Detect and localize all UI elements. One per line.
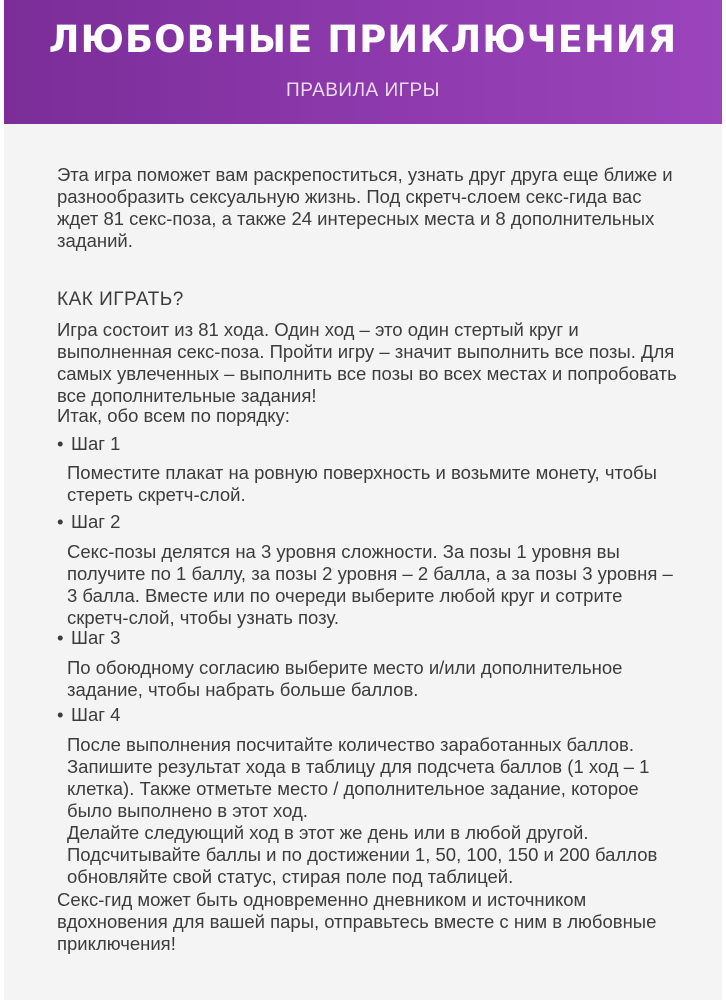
step-2-label xyxy=(57,511,120,533)
bullet-icon: • xyxy=(57,704,64,725)
intro-paragraph: Эта игра поможет вам раскрепоститься, узнать друг друга еще ближе и разнообразить сексуальную жизнь. Под скретч-слоем секс-гида вас ждет 81 секс-поза, а также 24 интересных места и 8 дополнительных заданий. xyxy=(57,164,673,251)
outro-paragraph: Секс-гид может быть одновременно дневником и источником вдохновения для вашей пары, отправьтесь вместе с ним в любовные приключения! xyxy=(57,889,657,954)
page-subtitle: ПРАВИЛА ИГРЫ xyxy=(286,80,440,101)
bullet-icon: • xyxy=(57,627,64,648)
step-2-text: Секс-позы делятся на 3 уровня сложности. За позы 1 уровня вы получите по 1 баллу, за позы 2 уровня – 2 балла, а за позы 3 уровня – 3 балла. Вместе или по очереди выберите любой круг и сотрите скретч-слой, чтобы узнать позу. xyxy=(67,541,673,628)
step-3-label xyxy=(57,627,120,649)
step-label: Шаг 2 xyxy=(71,511,121,532)
bullet-icon: • xyxy=(57,511,64,532)
step-label: Шаг 4 xyxy=(71,704,121,725)
step-label: Шаг 1 xyxy=(71,433,121,454)
how-to-play-description: Игра состоит из 81 хода. Один ход – это один стертый круг и выполненная секс-поза. Пройти игру – значит выполнить все позы. Для самых увлеченных – выполнить все позы во всех местах и попробовать все дополнительные задания! xyxy=(57,319,677,406)
step-1-label xyxy=(57,433,120,455)
bullet-icon: • xyxy=(57,433,64,454)
header-banner xyxy=(4,0,722,124)
order-intro: Итак, обо всем по порядку: xyxy=(57,405,290,426)
step-1-text: Поместите плакат на ровную поверхность и возьмите монету, чтобы стереть скретч-слой. xyxy=(67,462,657,505)
how-to-play-heading: КАК ИГРАТЬ? xyxy=(57,289,184,310)
step-4-text-continued: Делайте следующий ход в этот же день или в любой другой. Подсчитывайте баллы и по достижении 1, 50, 100, 150 и 200 баллов обновляйте свой статус, стирая поле под таблицей. xyxy=(67,822,658,887)
step-label: Шаг 3 xyxy=(71,627,121,648)
step-4-label xyxy=(57,704,120,726)
step-4-text: После выполнения посчитайте количество заработанных баллов. Запишите результат хода в таблицу для подсчета баллов (1 ход – 1 клетка). Также отметьте место / дополнительное задание, которое было выполнено в этот ход. xyxy=(67,734,650,821)
page-title: ЛЮБОВНЫЕ ПРИКЛЮЧЕНИЯ xyxy=(48,18,678,61)
step-3-text: По обоюдному согласию выберите место и/или дополнительное задание, чтобы набрать больше баллов. xyxy=(67,657,623,700)
